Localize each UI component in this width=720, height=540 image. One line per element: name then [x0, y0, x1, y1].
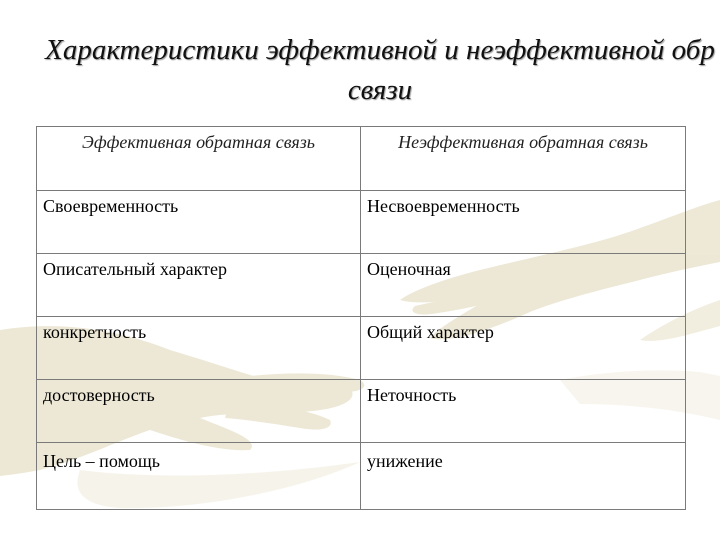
- ineffective-cell: Несвоевременность: [361, 191, 686, 254]
- table-row: [37, 254, 686, 317]
- effective-cell: конкретность: [37, 317, 361, 380]
- effective-cell: Описательный характер: [37, 254, 361, 317]
- ineffective-cell: унижение: [361, 443, 686, 510]
- header-effective-feedback: Эффективная обратная связь: [37, 127, 361, 191]
- slide-title-line2: связи: [347, 74, 413, 106]
- ineffective-cell: Неточность: [361, 380, 686, 443]
- table-row: [37, 380, 686, 443]
- table-row: [37, 443, 686, 510]
- effective-cell: Своевременность: [37, 191, 361, 254]
- ineffective-cell: Общий характер: [361, 317, 686, 380]
- effective-cell: Цель – помощь: [37, 443, 361, 510]
- header-ineffective-feedback: Неэффективная обратная связь: [361, 127, 686, 191]
- slide-title-line1: Характеристики эффективной и неэффективной обр: [45, 34, 715, 66]
- table-header-row: [37, 127, 686, 191]
- ineffective-cell: Оценочная: [361, 254, 686, 317]
- table-row: [37, 191, 686, 254]
- feedback-comparison-table: [36, 126, 686, 510]
- slide-title: [0, 30, 720, 110]
- effective-cell: достоверность: [37, 380, 361, 443]
- table-row: [37, 317, 686, 380]
